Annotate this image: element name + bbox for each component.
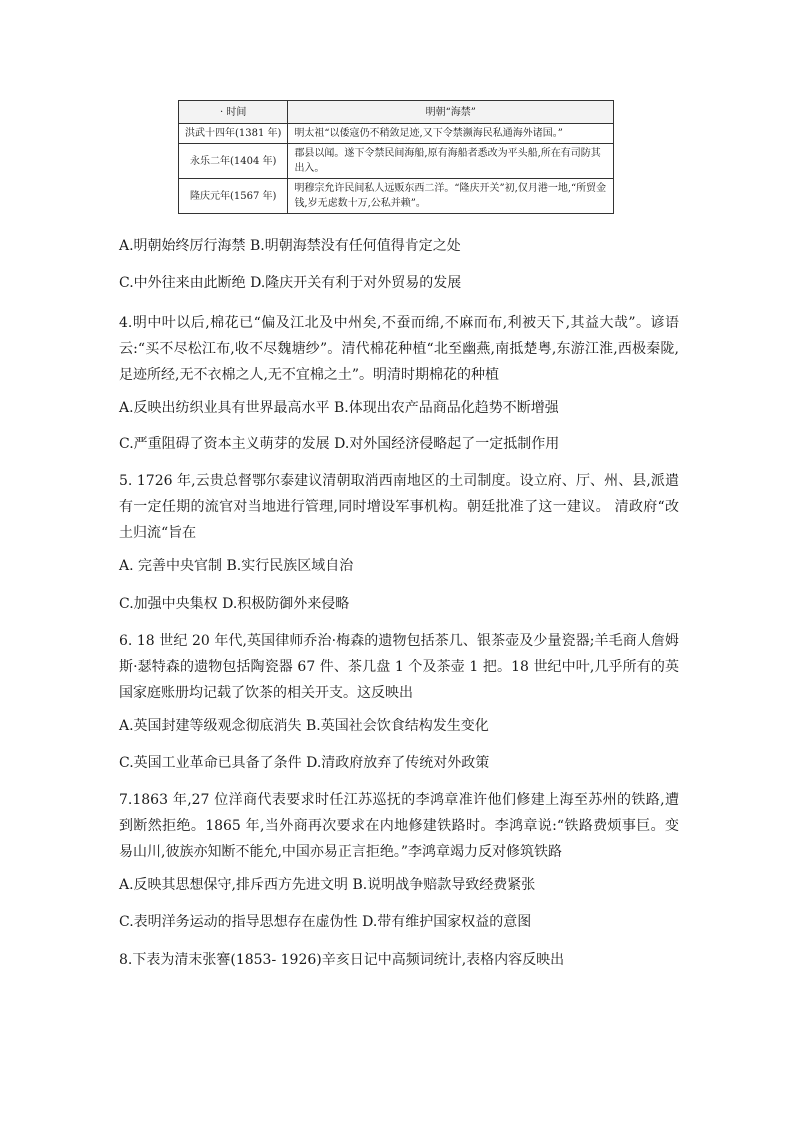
row-content: 明穆宗允许民间私人远贩东西二洋。“隆庆开关”初,仅月港一地,“所贸金钱,岁无虑数十万,公私并赖”。: [288, 179, 614, 214]
table-row: [179, 179, 614, 214]
row-content: 郡县以闻。遂下令禁民间海船,原有海船者悉改为平头船,所在有司防其出入。: [288, 144, 614, 179]
q6-stem: 6. 18 世纪 20 年代,英国律师乔治·梅森的遗物包括茶几、银茶壶及少量瓷器;羊毛商人詹姆斯·瑟特森的遗物包括陶瓷器 67 件、茶几盘 1 个及茶壶 1 把。18 世纪中叶,几乎所有的英国家庭账册均记载了饮茶的相关开支。这反映出: [119, 633, 679, 701]
header-time: · 时间: [179, 101, 288, 124]
row-time: 洪武十四年(1381 年): [179, 124, 288, 144]
table-row: [179, 124, 614, 144]
q8-stem: 8.下表为清末张謇(1853- 1926)辛亥日记中高频词统计,表格内容反映出: [119, 952, 565, 968]
q4-options-ab: A.反映出纺织业具有世界最高水平 B.体现出农产品商品化趋势不断增强: [119, 400, 559, 416]
q7-stem: 7.1863 年,27 位洋商代表要求时任江苏巡抚的李鸿章准许他们修建上海至苏州的铁路,遭到断然拒绝。1865 年,当外商再次要求在内地修建铁路时。李鸿章说:“铁路费烦事巨。变易山川,彼族亦知断不能允,中国亦易正言拒绝。”李鸿章竭力反对修筑铁路: [119, 792, 679, 860]
q4-options-cd: C.严重阻碍了资本主义萌芽的发展 D.对外国经济侵略起了一定抵制作用: [119, 436, 560, 452]
table-row: [179, 144, 614, 179]
row-content: 明太祖“以倭寇仍不稍敛足迹,又下令禁濒海民私通海外诸国。”: [288, 124, 614, 144]
header-content: 明朝“海禁”: [288, 101, 614, 124]
q4-stem: 4.明中叶以后,棉花已“偏及江北及中州矣,不蚕而绵,不麻而布,利被天下,其益大哉”。谚语云:“买不尽松江布,收不尽魏塘纱”。清代棉花种植“北至幽燕,南抵楚粤,东游江淮,西极秦陇,足迹所经,无不衣棉之人,无不宜棉之土”。明清时期棉花的种植: [119, 315, 679, 383]
q5-options-ab: A. 完善中央官制 B.实行民族区域自治: [119, 558, 354, 574]
q5-options-cd: C.加强中央集权 D.积极防御外来侵略: [119, 596, 350, 612]
q3-options-cd: C.中外往来由此断绝 D.隆庆开关有利于对外贸易的发展: [119, 275, 462, 291]
q7-options-ab: A.反映其思想保守,排斥西方先进文明 B.说明战争赔款导致经费紧张: [119, 877, 536, 893]
row-time: 永乐二年(1404 年): [179, 144, 288, 179]
ming-haijin-table: [178, 100, 614, 214]
table-header-row: [179, 101, 614, 124]
row-time: 隆庆元年(1567 年): [179, 179, 288, 214]
q5-stem: 5. 1726 年,云贵总督鄂尔泰建议清朝取消西南地区的土司制度。设立府、厅、州、县,派遣有一定任期的流官对当地进行管理,同时增设军事机构。朝廷批准了这一建议。 清政府“改土归流“旨在: [119, 473, 679, 541]
q7-options-cd: C.表明洋务运动的指导思想存在虚伪性 D.带有维护国家权益的意图: [119, 914, 532, 930]
q6-options-ab: A.英国封建等级观念彻底消失 B.英国社会饮食结构发生变化: [119, 718, 489, 734]
q3-options-ab: A.明朝始终厉行海禁 B.明朝海禁没有任何值得肯定之处: [119, 238, 461, 254]
q6-options-cd: C.英国工业革命已具备了条件 D.清政府放弃了传统对外政策: [119, 755, 490, 771]
